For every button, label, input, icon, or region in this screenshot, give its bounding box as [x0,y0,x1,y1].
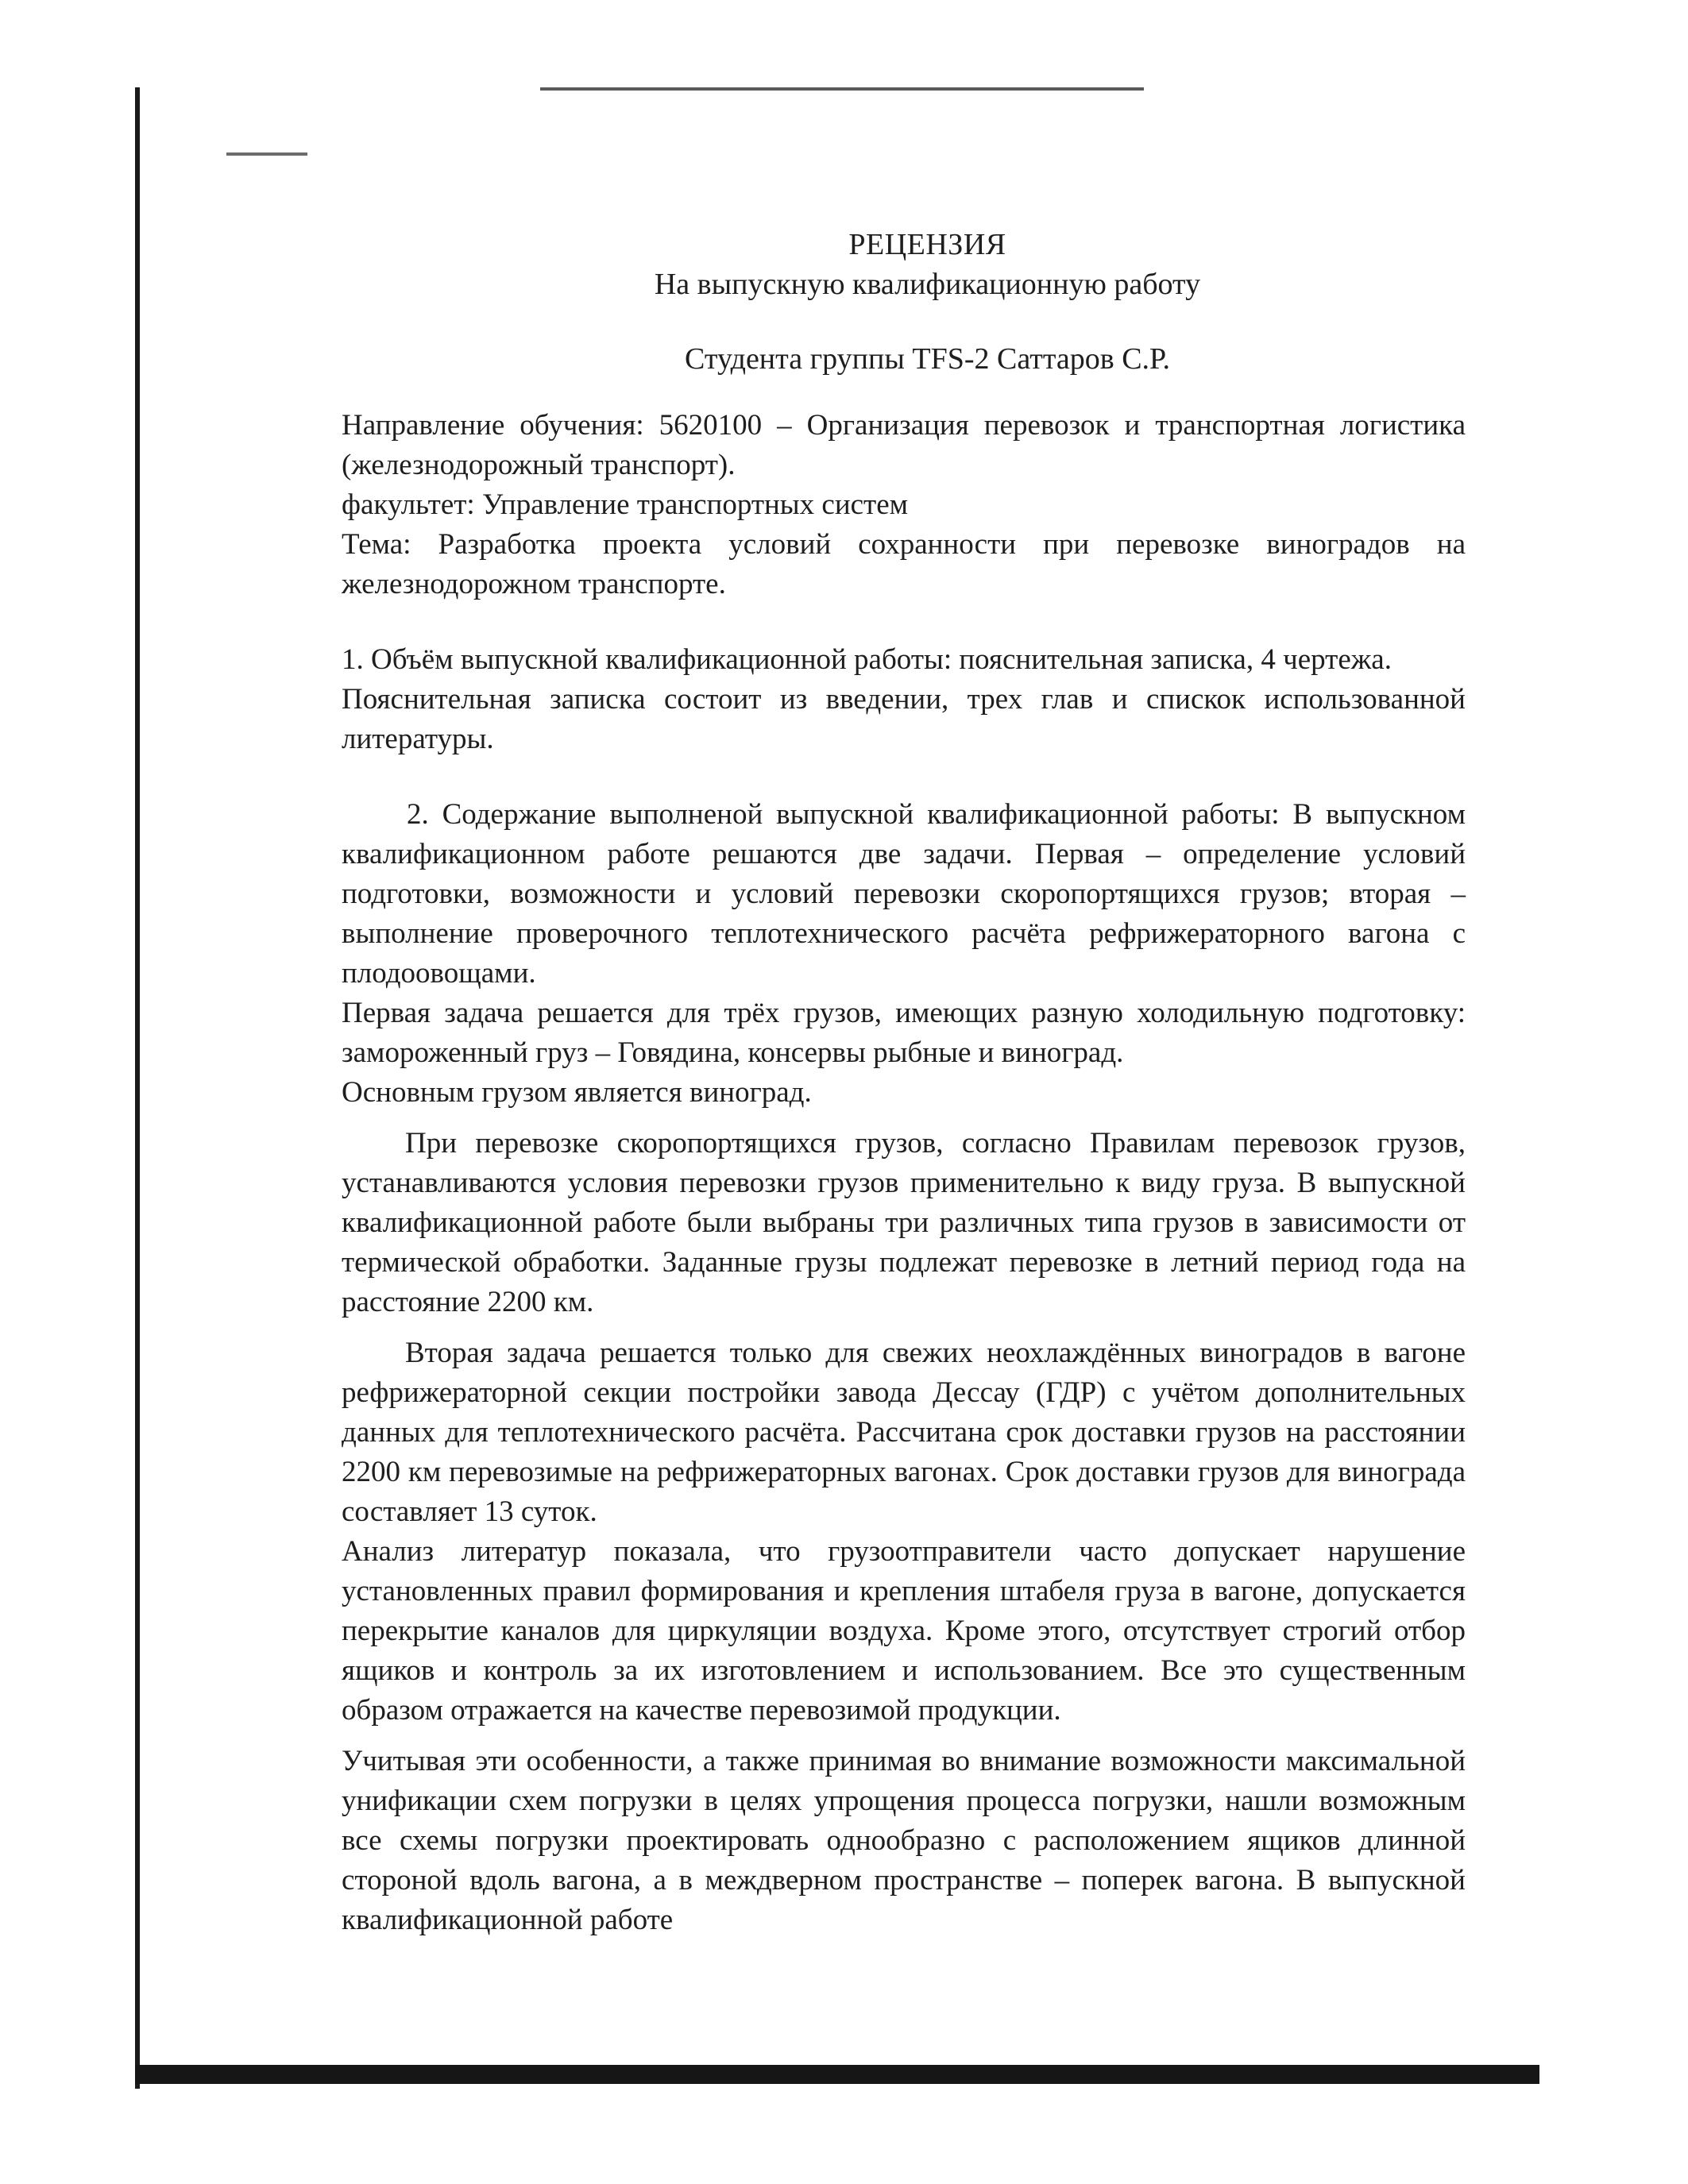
scan-left-edge [135,87,140,2089]
task-2-paragraph: Вторая задача решается только для свежих неохлаждённых виноградов в вагоне рефрижераторной секции постройки завода Дессау (ГДР) с учётом дополнительных данных для теплотехнического расчёта. Рассчитана срок доставки грузов на расстоянии 2200 км перевозимые на рефрижераторных вагонах. Срок доставки грузов для винограда составляет 13 суток. [342,1337,1466,1528]
faculty-line: факультет: Управление транспортных систем [342,488,909,521]
unification-paragraph: Учитывая эти особенности, а также принимая во внимание возможности максимальной унификации схем погрузки в целях упрощения процесса погрузки, нашли возможным все схемы погрузки проектировать однообразно с расположением ящиков длинной стороной вдоль вагона, а в междверном пространстве – поперек вагона. В выпускной квалификационной работе [342,1745,1466,1936]
main-cargo-line: Основным грузом является виноград. [342,1076,812,1109]
document-subtitle: На выпускную квалификационную работу [654,268,1201,301]
scan-dash-mark [226,152,307,156]
scan-bottom-edge [135,2065,1539,2084]
scan-top-mark [540,87,1144,91]
task-1-paragraph: Первая задача решается для трёх грузов, имеющих разную холодильную подготовку: замороженный груз – Говядина, консервы рыбные и виноград. [342,997,1466,1069]
section-1-volume: 1. Объём выпускной квалификационной работы: пояснительная записка, 4 чертежа. [342,643,1392,676]
document-title: РЕЦЕНЗИЯ [848,228,1006,261]
document-page [342,226,1466,1940]
analysis-paragraph: Анализ литератур показала, что грузоотправители часто допускает нарушение установленных правил формирования и крепления штабеля груза в вагоне, допускается перекрытие каналов для циркуляции воздуха. Кроме этого, отсутствует строгий отбор ящиков и контроль за их изготовлением и использованием. Все это существенным образом отражается на качестве перевозимой продукции. [342,1535,1466,1727]
direction-paragraph: Направление обучения: 5620100 – Организация перевозок и транспортная логистика (железнодорожный транспорт). [342,409,1466,481]
section-1-note: Пояснительная записка состоит из введении, трех глав и спискок использованной литературы. [342,683,1466,755]
student-line: Студента группы TFS-2 Саттаров С.Р. [685,342,1170,376]
topic-paragraph: Тема: Разработка проекта условий сохранности при перевозке виноградов на железнодорожном транспорте. [342,528,1466,600]
rules-paragraph: При перевозке скоропортящихся грузов, согласно Правилам перевозок грузов, устанавливаются условия перевозки грузов применительно к виду груза. В выпускной квалификационной работе были выбраны три различных типа грузов в зависимости от термической обработки. Заданные грузы подлежат перевозке в летний период года на расстояние 2200 км. [342,1127,1466,1318]
section-2-content: 2. Содержание выполненой выпускной квалификационной работы: В выпускном квалификационном работе решаются две задачи. Первая – определение условий подготовки, возможности и условий перевозки скоропортящихся грузов; вторая – выполнение проверочного теплотехнического расчёта рефрижераторного вагона с плодоовощами. [342,798,1466,990]
